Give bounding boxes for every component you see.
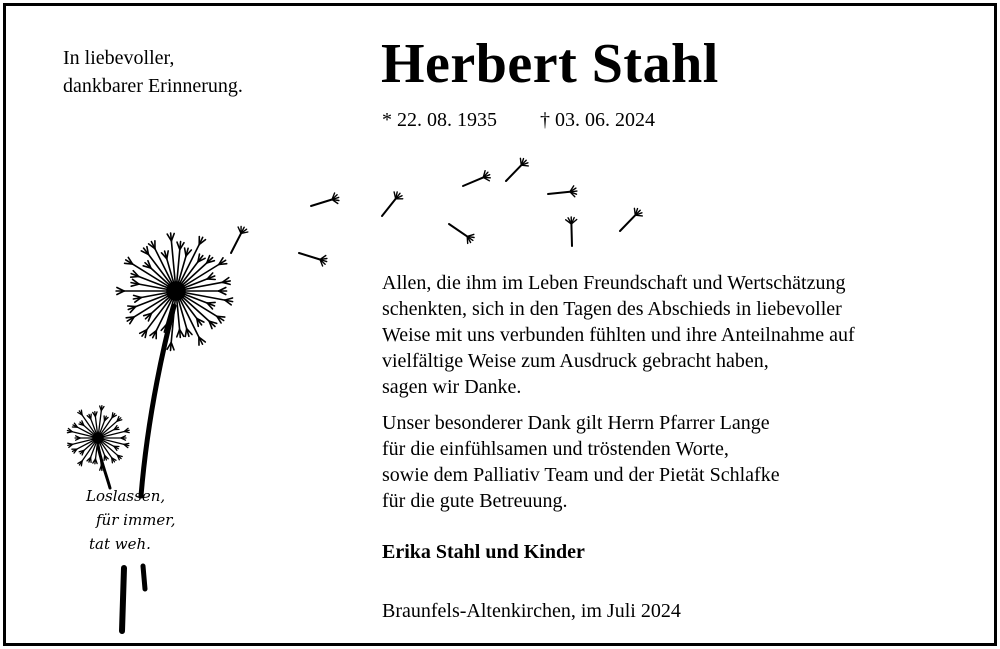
obituary-card bbox=[3, 3, 997, 646]
lower-stem-1 bbox=[122, 568, 124, 631]
paragraph-1-line: Allen, die ihm im Leben Freundschaft und Wertschätzung bbox=[382, 272, 846, 294]
flying-seeds bbox=[231, 158, 642, 266]
flying-seed-icon bbox=[548, 192, 570, 194]
paragraph-2-line: Unser besonderer Dank gilt Herrn Pfarrer Lange bbox=[382, 412, 770, 434]
paragraph-1-line: sagen wir Danke. bbox=[382, 376, 522, 398]
paragraph-1-line: vielfältige Weise zum Ausdruck gebracht haben, bbox=[382, 350, 769, 372]
thanks-paragraph-1 bbox=[382, 270, 855, 400]
paragraph-2-line: für die gute Betreuung. bbox=[382, 490, 568, 512]
handwritten-quote bbox=[86, 484, 176, 556]
birth-date: * 22. 08. 1935 bbox=[382, 109, 497, 131]
flying-seed-icon bbox=[463, 177, 483, 186]
flying-seed-icon bbox=[231, 233, 241, 253]
flying-seed-icon bbox=[299, 253, 320, 260]
flying-seed-icon bbox=[311, 200, 332, 207]
flying-seed-icon bbox=[506, 165, 521, 181]
deceased-name: Herbert Stahl bbox=[381, 33, 719, 95]
intro-line-1: In liebevoller, bbox=[63, 47, 175, 69]
place-and-date: Braunfels-Altenkirchen, im Juli 2024 bbox=[382, 600, 681, 622]
large-dandelion-head bbox=[116, 233, 233, 350]
quote-line-3: tat weh. bbox=[89, 535, 151, 553]
flying-seed-icon bbox=[449, 224, 467, 236]
paragraph-2-line: sowie dem Palliativ Team und der Pietät Schlafke bbox=[382, 464, 780, 486]
death-date: † 03. 06. 2024 bbox=[540, 109, 655, 131]
thanks-paragraph-2 bbox=[382, 410, 780, 514]
quote-line-2: für immer, bbox=[96, 511, 176, 529]
flying-seed-icon bbox=[620, 215, 635, 231]
paragraph-1-line: Weise mit uns verbunden fühlten und ihre Anteilnahme auf bbox=[382, 324, 855, 346]
quote-line-1: Loslassen, bbox=[86, 487, 166, 505]
paragraph-1-line: schenkten, sich in den Tagen des Abschieds in liebevoller bbox=[382, 298, 842, 320]
small-dandelion-head bbox=[67, 406, 129, 471]
flying-seed-icon bbox=[571, 224, 572, 246]
paragraph-2-line: für die einfühlsamen und tröstenden Worte, bbox=[382, 438, 729, 460]
signature: Erika Stahl und Kinder bbox=[382, 541, 585, 563]
intro-line-2: dankbarer Erinnerung. bbox=[63, 75, 243, 97]
flying-seed-icon bbox=[382, 199, 396, 216]
lower-stem-2 bbox=[143, 566, 145, 589]
